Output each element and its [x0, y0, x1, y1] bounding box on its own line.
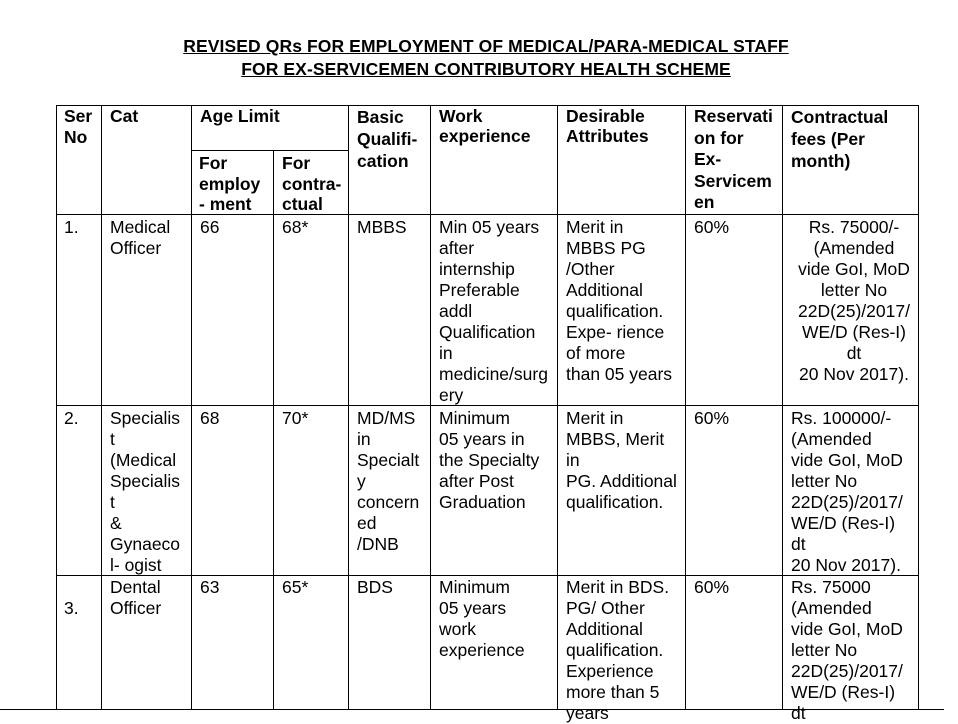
header-work-experience: Work experience	[439, 106, 531, 146]
row-3-cat: Dental Officer	[110, 577, 162, 618]
row-3-age-contractual: 65*	[282, 577, 309, 597]
table-col-line-3	[273, 150, 274, 709]
row-2-basic-qualification: MD/MS in Specialt y concern ed /DNB	[357, 408, 420, 554]
header-age-limit: Age Limit	[200, 106, 280, 126]
table-col-line-6	[557, 105, 558, 709]
row-1-basic-qualification: MBBS	[357, 217, 407, 237]
row-1-cat: Medical Officer	[110, 217, 171, 258]
row-1-fees: Rs. 75000/- (Amended vide GoI, MoD letter No 22D(25)/2017/ WE/D (Res-I) dt 20 Nov 2017).	[798, 217, 910, 384]
row-3-basic-qualification: BDS	[357, 577, 393, 597]
table-col-line-2	[191, 105, 192, 709]
row-2-fees: Rs. 100000/- (Amended vide GoI, MoD letter No 22D(25)/2017/ WE/D (Res-I) dt 20 Nov 2017).	[791, 408, 903, 575]
header-basic-qualification: Basic Qualifi- cation	[357, 107, 418, 171]
row-2-work-experience: Minimum 05 years in the Specialty after Post Graduation	[439, 408, 540, 512]
row-3-work-experience: Minimum 05 years work experience	[439, 577, 525, 660]
header-age-for-employment: For employ - ment	[199, 153, 261, 214]
table-col-line-7	[685, 105, 686, 709]
row-2-cat: Specialis t (Medical Specialis t & Gynaeco l- ogist	[110, 408, 181, 575]
header-contractual-fees: Contractual fees (Per month)	[791, 107, 889, 171]
row-3-ser: 3.	[64, 598, 79, 618]
table-header-bottom-rule	[56, 214, 918, 215]
row-2-age-employment: 68	[200, 408, 220, 428]
row-1-age-employment: 66	[200, 217, 220, 237]
row-1-desirable-attributes: Merit in MBBS PG /Other Additional qualification. Expe- rience of more than 05 years	[566, 217, 673, 384]
row-3-reservation: 60%	[694, 577, 730, 597]
header-cat: Cat	[110, 106, 139, 126]
table-col-line-9	[918, 105, 919, 709]
row-3-age-employment: 63	[200, 577, 220, 597]
row-2-desirable-attributes: Merit in MBBS, Merit in PG. Additional qualification.	[566, 408, 677, 512]
row-2-ser: 2.	[64, 408, 79, 428]
row-3-desirable-attributes: Merit in BDS. PG/ Other Additional qualification. Experience more than 5 years	[566, 577, 670, 723]
document-title-line-1: REVISED QRs FOR EMPLOYMENT OF MEDICAL/PARA-MEDICAL STAFF	[183, 36, 789, 56]
table-col-line-1	[101, 105, 102, 709]
row-1-reservation: 60%	[694, 217, 730, 237]
header-reservation: Reservati on for Ex- Servicem en	[694, 106, 773, 212]
table-col-line-5	[430, 105, 431, 709]
header-age-for-contractual: For contra- ctual	[282, 153, 342, 214]
row-3-fees: Rs. 75000 (Amended vide GoI, MoD letter No 22D(25)/2017/ WE/D (Res-I) dt	[791, 577, 903, 723]
row-1-age-contractual: 68*	[282, 217, 309, 237]
table-col-line-4	[348, 105, 349, 709]
document-title-line-2: FOR EX-SERVICEMEN CONTRIBUTORY HEALTH SCHEME	[241, 59, 731, 79]
header-desirable-attributes: Desirable Attributes	[566, 106, 649, 146]
header-ser-no: Ser No	[64, 106, 93, 147]
row-2-age-contractual: 70*	[282, 408, 309, 428]
table-col-line-0	[56, 105, 57, 709]
row-1-work-experience: Min 05 years after internship Preferable addl Qualification in medicine/surg ery	[439, 217, 548, 405]
table-age-subheader-rule	[191, 150, 348, 151]
row-1-ser: 1.	[64, 217, 79, 237]
row-2-reservation: 60%	[694, 408, 730, 428]
